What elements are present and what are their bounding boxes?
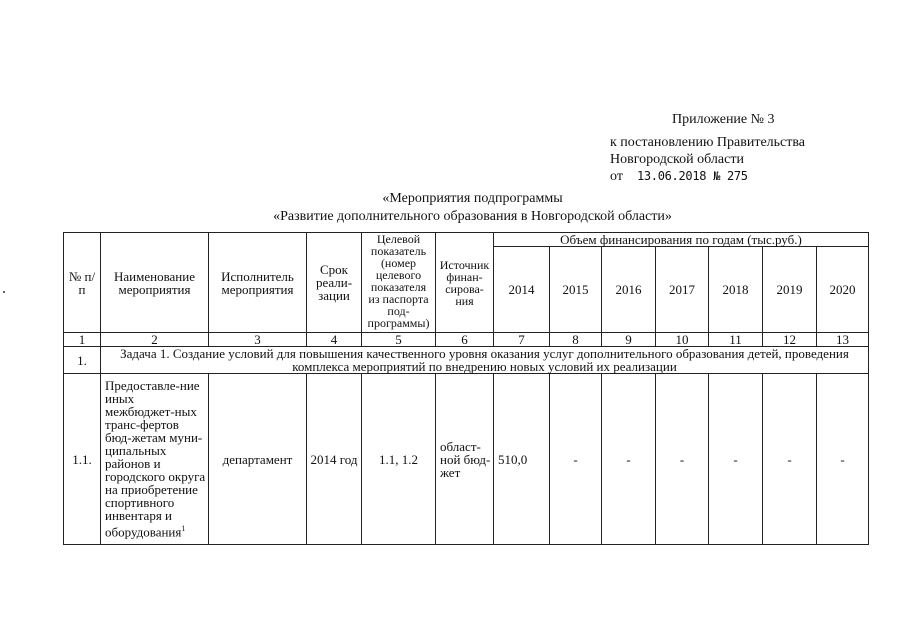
row-source: област-ной бюд-жет bbox=[436, 374, 494, 545]
col-number: 6 bbox=[436, 333, 494, 347]
row-footnote: 1 bbox=[181, 524, 186, 534]
appendix-number: Приложение № 3 bbox=[672, 112, 775, 127]
header-funding: Объем финансирования по годам (тыс.руб.) bbox=[494, 233, 869, 247]
col-number: 3 bbox=[209, 333, 307, 347]
header-name: Наименование мероприятия bbox=[101, 233, 209, 333]
header-executor: Исполнитель мероприятия bbox=[209, 233, 307, 333]
row-term: 2014 год bbox=[307, 374, 362, 545]
col-number: 5 bbox=[362, 333, 436, 347]
header-num: № п/п bbox=[64, 233, 101, 333]
col-number: 12 bbox=[763, 333, 817, 347]
col-number: 1 bbox=[64, 333, 101, 347]
header-year-2015: 2015 bbox=[550, 247, 602, 333]
col-number: 8 bbox=[550, 333, 602, 347]
task-row bbox=[64, 347, 869, 374]
row-value-2020: - bbox=[817, 374, 869, 545]
row-value-2019: - bbox=[763, 374, 817, 545]
col-number: 2 bbox=[101, 333, 209, 347]
table-row bbox=[64, 374, 869, 545]
scan-speck bbox=[3, 291, 5, 293]
doc-title-line2: «Развитие дополнительного образования в Новгородской области» bbox=[273, 209, 672, 224]
row-indicator: 1.1, 1.2 bbox=[362, 374, 436, 545]
col-number: 4 bbox=[307, 333, 362, 347]
header-term: Срок реали-зации bbox=[307, 233, 362, 333]
appendix-block bbox=[610, 111, 805, 185]
date-prefix: от bbox=[610, 169, 623, 184]
task-text: Задача 1. Создание условий для повышения качественного уровня оказания услуг дополнительного образования детей, проведения комплекса мероприятий по внедрению новых условий их реализации bbox=[101, 347, 869, 374]
header-year-2017: 2017 bbox=[656, 247, 709, 333]
date-value: 13.06.2018 № 275 bbox=[636, 169, 748, 183]
header-year-2018: 2018 bbox=[709, 247, 763, 333]
header-year-2016: 2016 bbox=[602, 247, 656, 333]
row-value-2016: - bbox=[602, 374, 656, 545]
col-number: 11 bbox=[709, 333, 763, 347]
row-value-2018: - bbox=[709, 374, 763, 545]
row-value-2014: 510,0 bbox=[494, 374, 550, 545]
appendix-date bbox=[610, 168, 805, 185]
doc-title-line1: «Мероприятия подпрограммы bbox=[382, 191, 563, 206]
task-num: 1. bbox=[64, 347, 101, 374]
header-year-2014: 2014 bbox=[494, 247, 550, 333]
appendix-decree: к постановлению Правительства bbox=[610, 135, 806, 150]
row-executor: департамент bbox=[209, 374, 307, 545]
row-name bbox=[101, 374, 209, 545]
col-number: 13 bbox=[817, 333, 869, 347]
col-number: 9 bbox=[602, 333, 656, 347]
header-source: Источник финан-сирова-ния bbox=[436, 233, 494, 333]
col-number: 7 bbox=[494, 333, 550, 347]
row-value-2015: - bbox=[550, 374, 602, 545]
row-num: 1.1. bbox=[64, 374, 101, 545]
row-name-text: Предоставле-ние иных межбюджет-ных транс-фертов бюд-жетам муни-ципальных районов и городского округа на приобретение спортивного инвентаря и оборудования bbox=[105, 378, 206, 540]
measures-table bbox=[63, 232, 869, 545]
row-value-2017: - bbox=[656, 374, 709, 545]
appendix-region: Новгородской области bbox=[610, 152, 744, 167]
header-year-2019: 2019 bbox=[763, 247, 817, 333]
header-year-2020: 2020 bbox=[817, 247, 869, 333]
col-number: 10 bbox=[656, 333, 709, 347]
header-indicator: Целевой показатель (номер целевого показателя из паспорта под-программы) bbox=[362, 233, 436, 333]
